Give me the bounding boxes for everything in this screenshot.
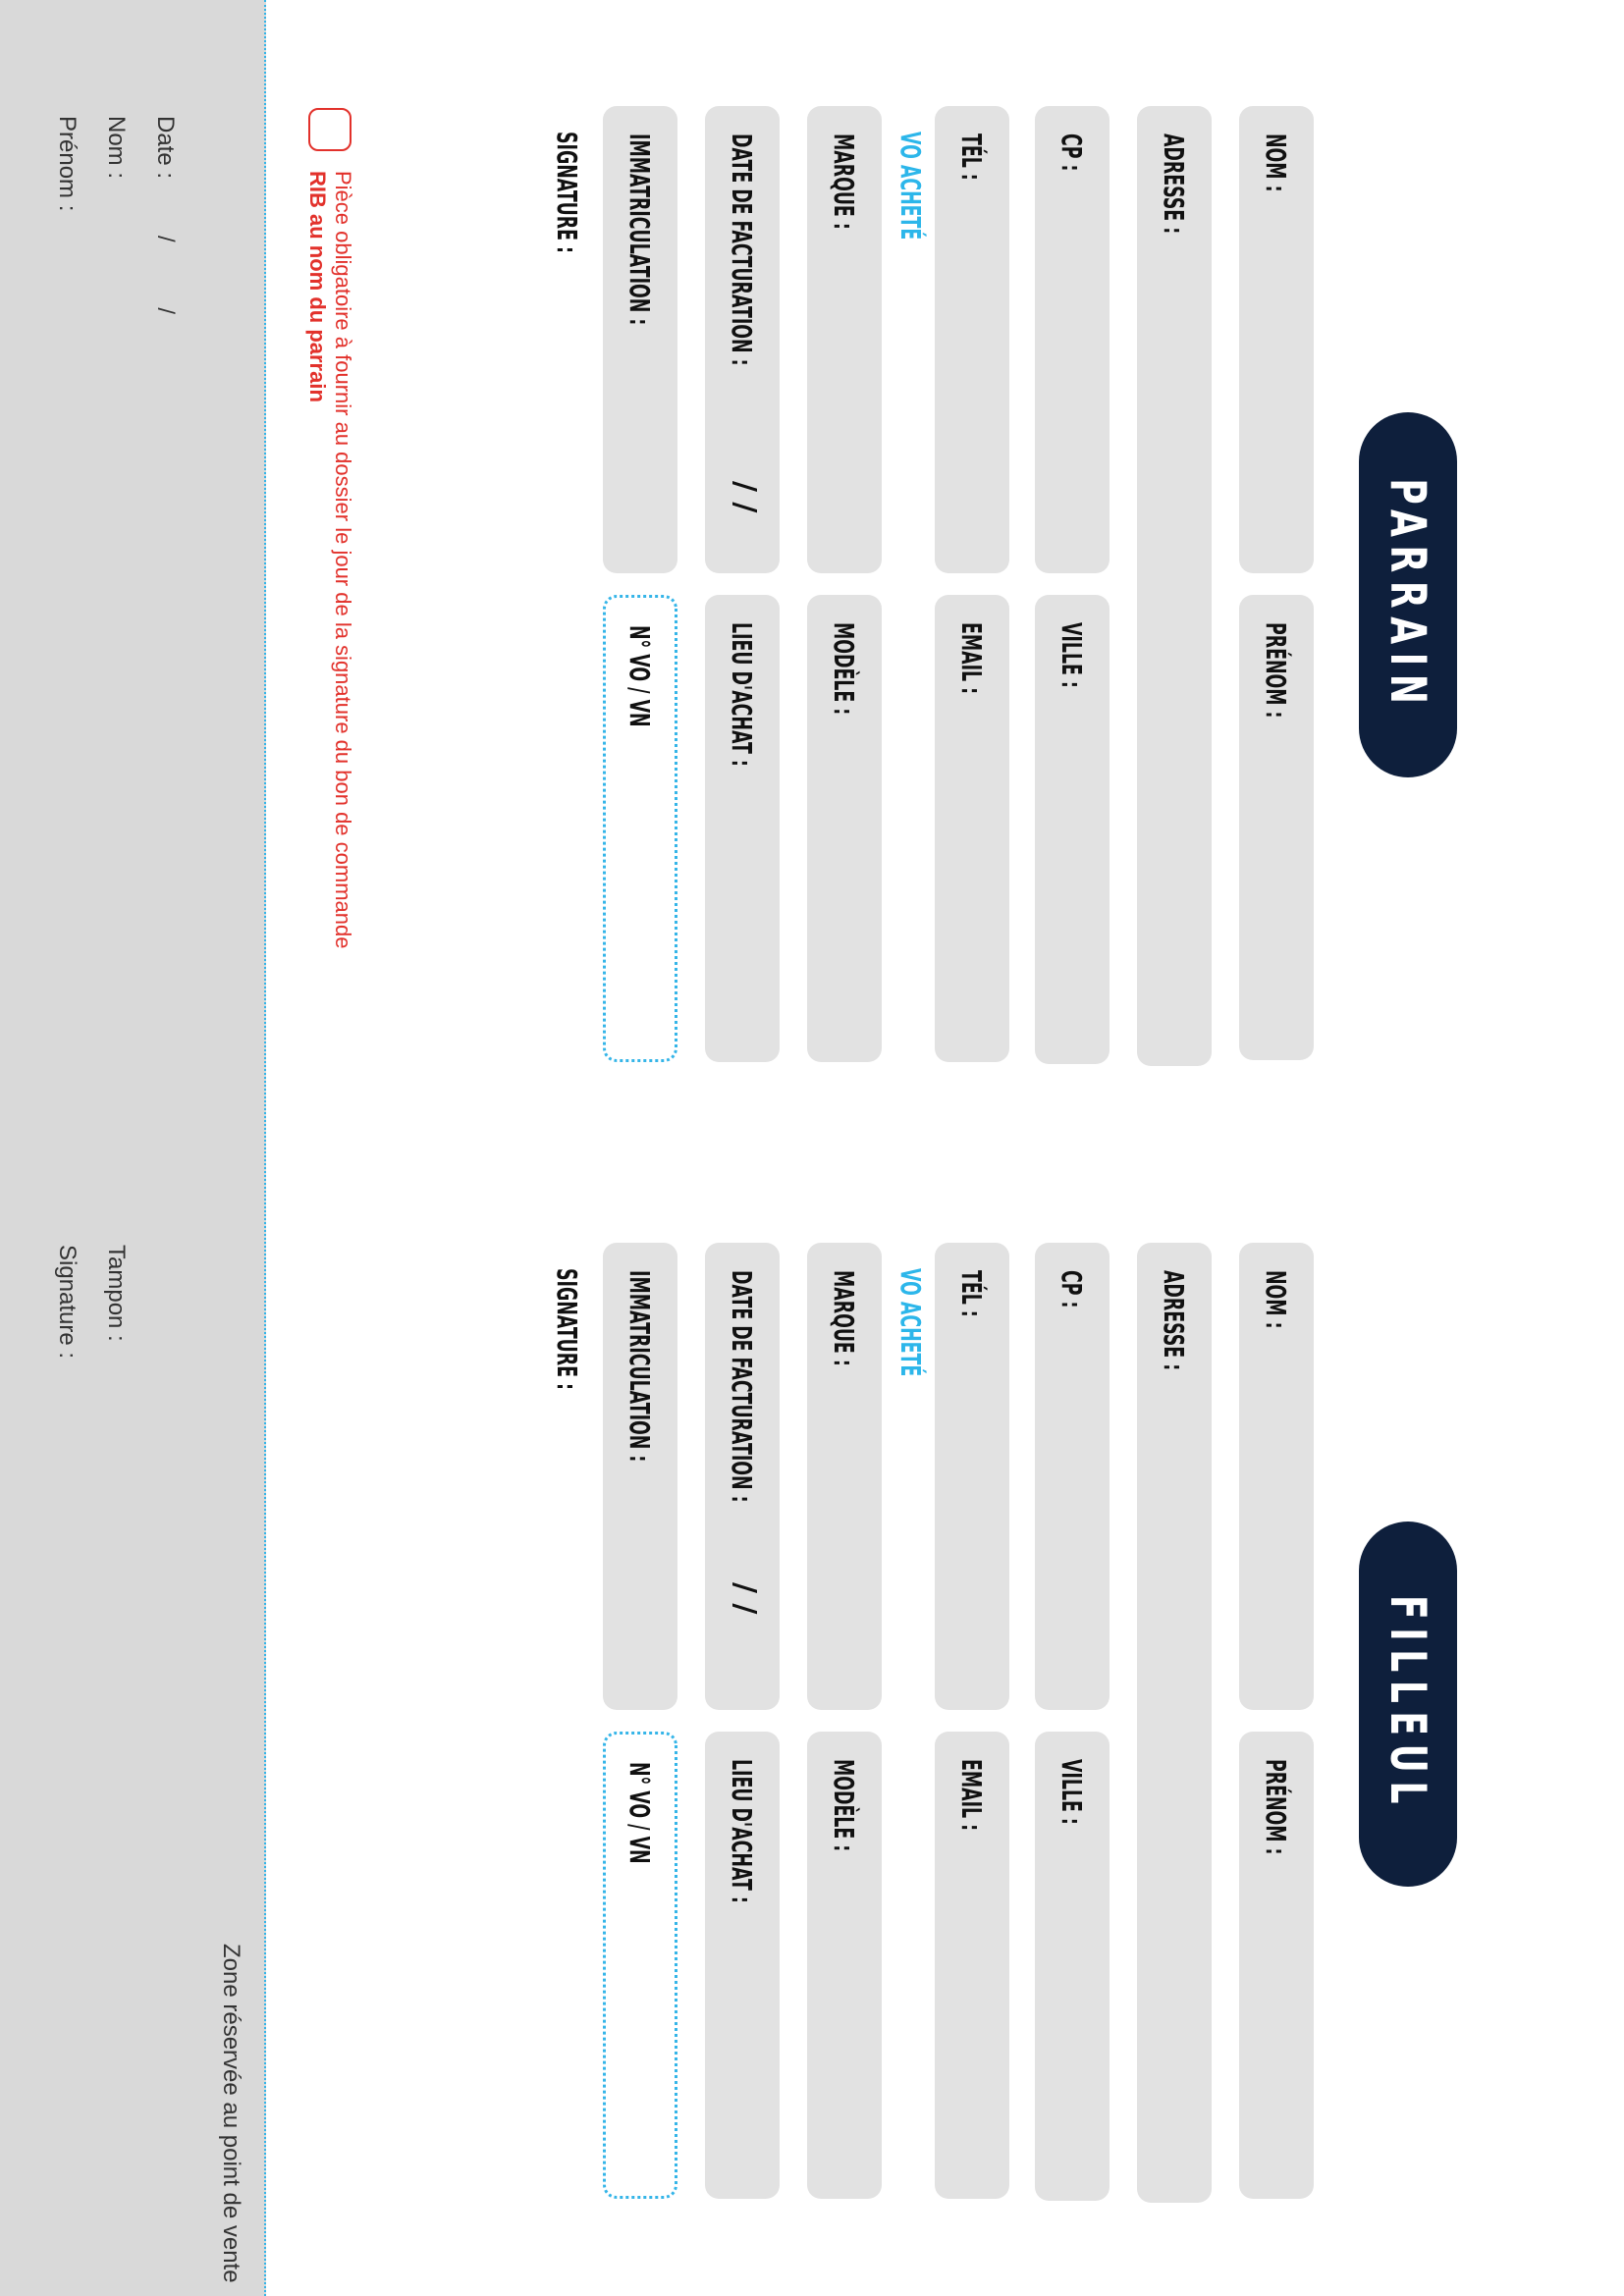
reserved-date-label: Date : bbox=[152, 116, 179, 180]
filleul-email-label: EMAIL : bbox=[955, 1759, 989, 1832]
reserved-zone bbox=[0, 0, 266, 2296]
parrain-ville-field[interactable] bbox=[1035, 595, 1110, 1064]
filleul-ville-field[interactable] bbox=[1035, 1732, 1110, 2201]
filleul-cp-label: CP : bbox=[1056, 1270, 1089, 1308]
reserved-tampon-label: Tampon : bbox=[103, 1245, 130, 1342]
filleul-nom-label: NOM : bbox=[1260, 1270, 1293, 1329]
parrain-adresse-label: ADRESSE : bbox=[1158, 133, 1191, 235]
rib-notice-line2: RIB au nom du parrain bbox=[305, 171, 330, 402]
filleul-immatriculation-field[interactable] bbox=[603, 1243, 677, 1710]
parrain-tel-field[interactable] bbox=[935, 106, 1009, 573]
parrain-date-slashes: / / bbox=[728, 481, 762, 513]
filleul-lieu-achat-label: LIEU D'ACHAT : bbox=[726, 1759, 759, 1903]
filleul-nom-field[interactable] bbox=[1239, 1243, 1314, 1710]
filleul-marque-label: MARQUE : bbox=[828, 1270, 861, 1366]
reserved-zone-title: Zone réservée au point de vente bbox=[218, 1944, 244, 2283]
reserved-nom-label: Nom : bbox=[103, 116, 130, 180]
parrain-tel-label: TÉL : bbox=[955, 133, 989, 181]
filleul-signature-area[interactable] bbox=[551, 1268, 583, 1465]
filleul-immatriculation-label: IMMATRICULATION : bbox=[623, 1270, 657, 1463]
rib-notice bbox=[304, 171, 355, 1094]
filleul-ville-label: VILLE : bbox=[1056, 1759, 1089, 1825]
parrain-cp-field[interactable] bbox=[1035, 106, 1110, 573]
filleul-marque-field[interactable] bbox=[807, 1243, 882, 1710]
parrain-prenom-label: PRÉNOM : bbox=[1260, 622, 1293, 719]
parrain-signature-label: SIGNATURE : bbox=[551, 132, 583, 253]
parrain-marque-label: MARQUE : bbox=[828, 133, 861, 230]
parrain-email-field[interactable] bbox=[935, 595, 1009, 1062]
reserved-signature-label: Signature : bbox=[54, 1245, 81, 1360]
parrain-adresse-field[interactable] bbox=[1137, 106, 1212, 1066]
filleul-adresse-label: ADRESSE : bbox=[1158, 1270, 1191, 1371]
parrain-ville-label: VILLE : bbox=[1056, 622, 1089, 688]
parrain-email-label: EMAIL : bbox=[955, 622, 989, 695]
filleul-title bbox=[1359, 1522, 1457, 1887]
filleul-adresse-field[interactable] bbox=[1137, 1243, 1212, 2203]
filleul-lieu-achat-field[interactable] bbox=[705, 1732, 780, 2199]
parrain-title-text: PARRAIN bbox=[1380, 477, 1436, 713]
filleul-numero-vo-vn-field[interactable] bbox=[603, 1732, 677, 2199]
parrain-nom-field[interactable] bbox=[1239, 106, 1314, 573]
parrain-title bbox=[1359, 412, 1457, 777]
parrain-marque-field[interactable] bbox=[807, 106, 882, 573]
parrain-modele-field[interactable] bbox=[807, 595, 882, 1062]
filleul-prenom-label: PRÉNOM : bbox=[1260, 1759, 1293, 1855]
filleul-date-slashes: / / bbox=[728, 1582, 762, 1615]
parrain-vo-achete-heading bbox=[894, 132, 927, 306]
parrain-immatriculation-field[interactable] bbox=[603, 106, 677, 573]
parrain-lieu-achat-label: LIEU D'ACHAT : bbox=[726, 622, 759, 767]
filleul-tel-label: TÉL : bbox=[955, 1270, 989, 1317]
reserved-date-slashes: / / bbox=[152, 236, 179, 315]
filleul-modele-label: MODÈLE : bbox=[828, 1759, 861, 1852]
parrain-prenom-field[interactable] bbox=[1239, 595, 1314, 1060]
filleul-tel-field[interactable] bbox=[935, 1243, 1009, 1710]
parrain-signature-area[interactable] bbox=[551, 132, 583, 328]
parrain-immatriculation-label: IMMATRICULATION : bbox=[623, 133, 657, 326]
rib-checkbox[interactable] bbox=[308, 108, 352, 151]
parrain-nom-label: NOM : bbox=[1260, 133, 1293, 192]
filleul-prenom-field[interactable] bbox=[1239, 1732, 1314, 2199]
filleul-date-facturation-field[interactable] bbox=[705, 1243, 780, 1710]
filleul-title-text: FILLEUL bbox=[1380, 1595, 1436, 1813]
filleul-signature-label: SIGNATURE : bbox=[551, 1268, 583, 1390]
parrain-numero-vo-vn-field[interactable] bbox=[603, 595, 677, 1062]
rib-notice-line1: Pièce obligatoire à fournir au dossier le jour de la signature du bon de commande bbox=[331, 171, 355, 949]
filleul-vo-achete-text: VO ACHETÉ bbox=[894, 1268, 927, 1377]
parrain-vo-achete-text: VO ACHETÉ bbox=[894, 132, 927, 240]
filleul-date-facturation-label: DATE DE FACTURATION : bbox=[726, 1270, 759, 1503]
parrain-numero-vo-vn-label: N° VO / VN bbox=[623, 625, 657, 727]
filleul-email-field[interactable] bbox=[935, 1732, 1009, 2199]
filleul-numero-vo-vn-label: N° VO / VN bbox=[623, 1762, 657, 1864]
filleul-modele-field[interactable] bbox=[807, 1732, 882, 2199]
reserved-prenom-label: Prénom : bbox=[54, 116, 81, 212]
parrain-date-facturation-label: DATE DE FACTURATION : bbox=[726, 133, 759, 366]
parrain-lieu-achat-field[interactable] bbox=[705, 595, 780, 1062]
filleul-vo-achete-heading bbox=[894, 1268, 927, 1443]
parrain-cp-label: CP : bbox=[1056, 133, 1089, 172]
filleul-cp-field[interactable] bbox=[1035, 1243, 1110, 1710]
parrain-modele-label: MODÈLE : bbox=[828, 622, 861, 716]
